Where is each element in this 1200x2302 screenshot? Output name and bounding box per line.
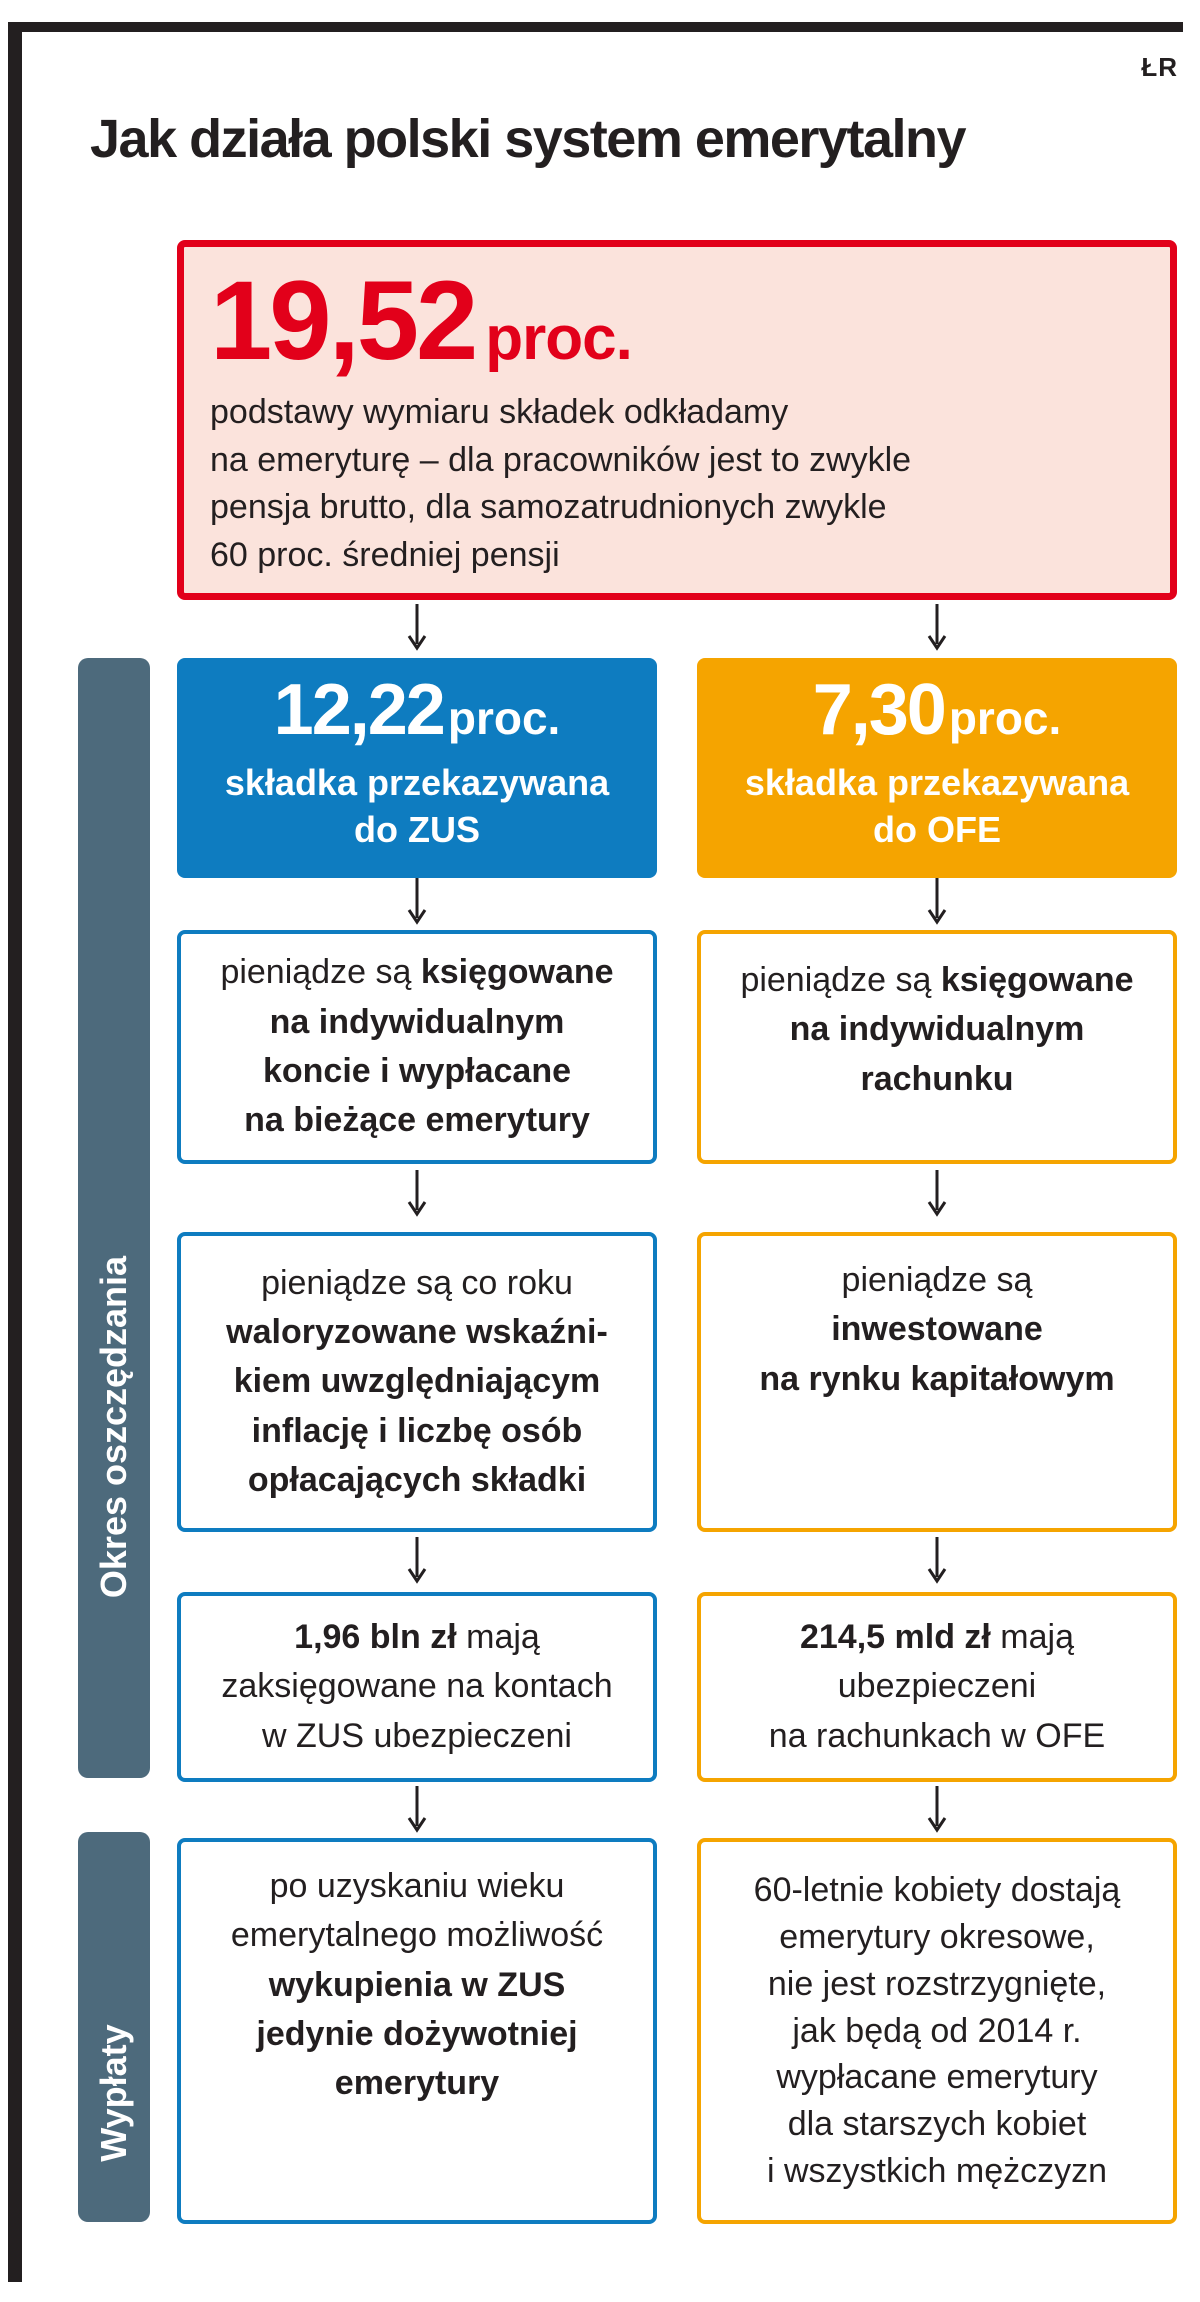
total-contribution-figure (210, 258, 1144, 383)
frame-left-rule (8, 22, 22, 2282)
description-line: do ZUS (354, 808, 480, 850)
ofe-payout-box (697, 1838, 1177, 2224)
text-line: pieniądze są księgowane (220, 953, 614, 992)
text-line: na indywidualnym (789, 1010, 1085, 1049)
text-line: emerytury (334, 2064, 500, 2103)
ofe-balance-box (697, 1592, 1177, 1782)
infographic-title: Jak działa polski system emerytalny (90, 109, 965, 169)
text-line: waloryzowane wskaźni- (226, 1313, 608, 1352)
zus-balance-box (177, 1592, 657, 1782)
down-arrow-icon (925, 1537, 949, 1585)
text-line: 1,96 bln zł mają (294, 1618, 540, 1657)
text-line: pieniądze są księgowane (740, 961, 1134, 999)
text-line: rachunku (860, 1059, 1014, 1098)
down-arrow-icon (925, 604, 949, 652)
total-contribution-description (210, 389, 1144, 579)
down-arrow-icon (925, 1786, 949, 1834)
text-line: ubezpieczeni (837, 1667, 1037, 1706)
description-line: składka przekazywana (744, 762, 1130, 803)
text-line: i wszystkich mężczyzn (766, 2152, 1108, 2191)
ofe-contribution-box (697, 658, 1177, 878)
text-line: pieniądze są (841, 1261, 1033, 1299)
ofe-accounting-box (697, 930, 1177, 1164)
ofe-contribution-description (697, 760, 1177, 854)
zus-accounting-box (177, 930, 657, 1164)
text-line: emerytury okresowe, (779, 1917, 1095, 1956)
ofe-contribution-unit: proc. (948, 692, 1062, 744)
down-arrow-icon (925, 1170, 949, 1218)
text-line: pieniądze są co roku (261, 1263, 573, 1302)
text-line: opłacających składki (247, 1460, 587, 1499)
frame-top-rule (8, 22, 1183, 32)
ofe-investment-box (697, 1232, 1177, 1532)
payout-label: Wypłaty (93, 2024, 134, 2162)
total-contribution-number: 19,52 (210, 258, 476, 383)
down-arrow-icon (405, 1786, 429, 1834)
text-line: inflację i liczbę osób (251, 1411, 583, 1450)
text-line: emerytalnego możliwość (230, 1916, 604, 1955)
payout-bar (78, 1832, 150, 2222)
text-line: w ZUS ubezpieczeni (262, 1716, 572, 1755)
text-line: 214,5 mld zł mają (799, 1618, 1074, 1657)
total-contribution-unit: proc. (485, 304, 632, 373)
description-line: składka przekazywana (224, 762, 610, 803)
text-line: dla starszych kobiet (787, 2105, 1087, 2144)
text-line: wypłacane emerytury (776, 2058, 1098, 2097)
zus-contribution-figure (177, 670, 657, 750)
description-line: podstawy wymiaru składek odkładamy (210, 393, 789, 431)
text-line: jedynie dożywotniej (256, 2014, 578, 2053)
ofe-contribution-figure (697, 670, 1177, 750)
zus-contribution-description (177, 760, 657, 854)
text-line: zaksięgowane na kontach (221, 1667, 613, 1706)
down-arrow-icon (405, 1537, 429, 1585)
text-line: na bieżące emerytury (244, 1101, 590, 1140)
total-contribution-box (177, 240, 1177, 600)
text-line: wykupienia w ZUS (268, 1965, 566, 2004)
zus-payout-box (177, 1838, 657, 2224)
text-line: koncie i wypłacane (262, 1052, 572, 1090)
text-line: kiem uwzględniającym (233, 1362, 601, 1401)
ofe-contribution-number: 7,30 (812, 670, 945, 750)
zus-contribution-number: 12,22 (273, 670, 444, 750)
text-line: inwestowane (831, 1310, 1043, 1349)
down-arrow-icon (405, 604, 429, 652)
text-line: na rachunkach w OFE (768, 1716, 1106, 1755)
zus-contribution-unit: proc. (447, 692, 561, 744)
text-line: jak będą od 2014 r. (792, 2011, 1082, 2050)
text-line: na rynku kapitałowym (759, 1359, 1115, 1398)
down-arrow-icon (405, 878, 429, 926)
zus-contribution-box (177, 658, 657, 878)
saving-period-bar (78, 658, 150, 1778)
description-line: do OFE (873, 808, 1001, 850)
text-line: na indywidualnym (269, 1002, 565, 1041)
description-line: na emeryturę – dla pracowników jest to zwykle (210, 440, 912, 479)
down-arrow-icon (405, 1170, 429, 1218)
text-line: 60-letnie kobiety dostają (753, 1870, 1121, 1909)
description-line: pensja brutto, dla samozatrudnionych zwykle (210, 488, 887, 527)
text-line: po uzyskaniu wieku (269, 1867, 565, 1905)
down-arrow-icon (925, 878, 949, 926)
zus-indexation-box (177, 1232, 657, 1532)
description-line: 60 proc. średniej pensji (210, 535, 560, 574)
text-line: nie jest rozstrzygnięte, (767, 1964, 1107, 2003)
author-credit: ŁR (1141, 52, 1178, 82)
saving-period-label: Okres oszczędzania (93, 1255, 134, 1599)
